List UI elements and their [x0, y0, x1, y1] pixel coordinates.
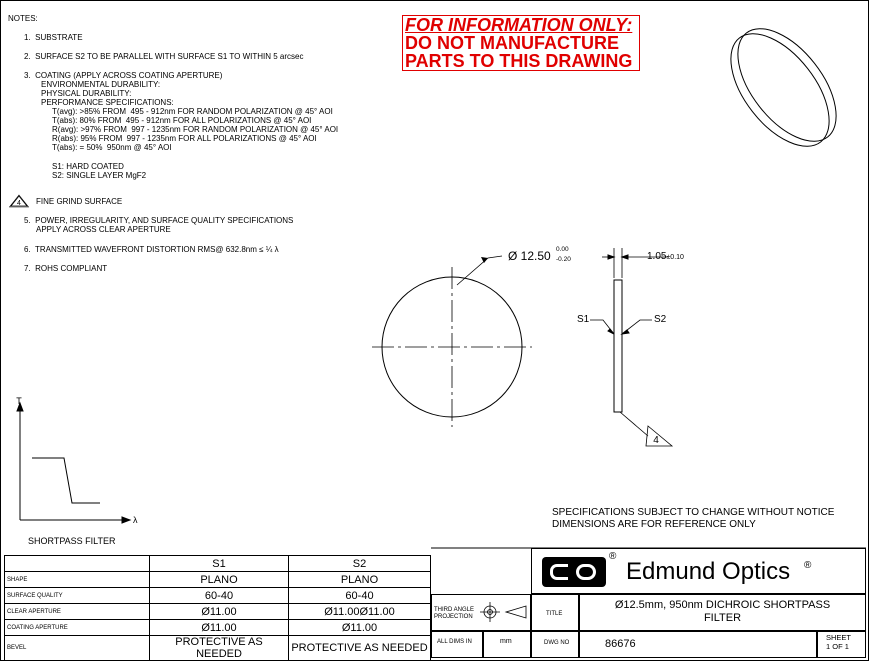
s2-cell: 60-40 — [289, 588, 431, 604]
spec-notice-line-1: SPECIFICATIONS SUBJECT TO CHANGE WITHOUT NOTICE — [552, 507, 835, 518]
note-3-spec-3: R(avg): >97% FROM 997 - 1235nm FOR RANDOM POLARIZATION @ 45° AOI — [52, 125, 339, 134]
title-value-cell — [579, 594, 866, 631]
svg-text:4: 4 — [17, 200, 21, 207]
s1-cell: 60-40 — [150, 588, 289, 604]
spec-notice-line-2: DIMENSIONS ARE FOR REFERENCE ONLY — [552, 519, 756, 530]
note-3-perf: PERFORMANCE SPECIFICATIONS: — [41, 98, 174, 107]
isometric-disc-view — [712, 11, 855, 163]
s2-cell: Ø11.00 — [289, 620, 431, 636]
side-view-flag-number: 4 — [653, 435, 659, 446]
notes-title: NOTES: — [8, 14, 38, 23]
s2-cell: PROTECTIVE AS NEEDED — [289, 636, 431, 661]
sheet-label: SHEET — [826, 633, 852, 642]
dims-label-cell — [431, 631, 483, 658]
note-4: FINE GRIND SURFACE — [36, 197, 123, 206]
table-header-cell: S1 — [150, 556, 289, 572]
note-3-spec-4: R(abs): 95% FROM 997 - 1235nm FOR ALL POLARIZATIONS @ 45° AOI — [52, 134, 317, 143]
note-3: 3. COATING (APPLY ACROSS COATING APERTURE) — [24, 71, 223, 80]
logo-registered-mark: ® — [609, 551, 617, 562]
note-3-spec-1: T(avg): >85% FROM 495 - 912nm FOR RANDOM POLARIZATION @ 45° AOI — [52, 107, 333, 116]
title-line-1: Ø12.5mm, 950nm DICHROIC SHORTPASS — [614, 599, 831, 611]
thickness-value: 1.05 — [647, 251, 667, 262]
note-3-env: ENVIRONMENTAL DURABILITY: — [41, 80, 161, 89]
warning-line-1: FOR INFORMATION ONLY: — [405, 15, 633, 35]
warning-line-3: PARTS TO THIS DRAWING — [405, 51, 633, 71]
projection-label-2: PROJECTION — [434, 614, 473, 620]
company-registered-mark: ® — [804, 560, 812, 571]
table-row — [5, 604, 431, 620]
row-label: SHAPE — [5, 572, 150, 588]
thickness-dimension — [647, 251, 684, 262]
surface-table — [4, 555, 431, 661]
note-3-s1: S1: HARD COATED — [52, 162, 124, 171]
table-header-row — [5, 556, 431, 572]
row-label: SURFACE QUALITY — [5, 588, 150, 604]
s1-label: S1 — [577, 314, 590, 325]
spec-notice — [552, 507, 834, 531]
row-label: CLEAR APERTURE — [5, 604, 150, 620]
s2-label: S2 — [654, 314, 667, 325]
diameter-tol-upper: 0.00 — [556, 246, 569, 253]
table-header-cell: S2 — [289, 556, 431, 572]
title-block — [431, 548, 866, 658]
sheet-value: 1 OF 1 — [826, 642, 849, 651]
note-6: 6. TRANSMITTED WAVEFRONT DISTORTION RMS@ 632.8nm ≤ ¼ λ — [24, 245, 279, 254]
company-cell — [531, 548, 866, 594]
shortpass-graph — [17, 403, 130, 523]
table-header-cell — [5, 556, 150, 572]
diameter-tol-lower: -0.20 — [556, 256, 571, 263]
note-3-spec-5: T(abs): = 50% 950nm @ 45° AOI — [52, 143, 172, 152]
dwg-number: 86676 — [605, 638, 636, 650]
s1-cell: PROTECTIVE AS NEEDED — [150, 636, 289, 661]
title-label: TITLE — [546, 611, 563, 617]
dims-unit: mm — [500, 638, 512, 645]
warning-line-2: DO NOT MANUFACTURE — [405, 33, 619, 53]
table-row — [5, 588, 431, 604]
note-3-s2: S2: SINGLE LAYER MgF2 — [52, 171, 147, 180]
projection-cell — [431, 594, 531, 631]
s2-cell: Ø11.00Ø11.00 — [289, 604, 431, 620]
dwg-label-cell — [531, 631, 579, 658]
s1-cell: Ø11.00 — [150, 620, 289, 636]
dwg-label: DWG NO — [544, 640, 570, 646]
side-view — [590, 248, 672, 446]
row-label: BEVEL — [5, 636, 150, 661]
company-name: Edmund Optics — [626, 558, 791, 585]
note-5-cont: APPLY ACROSS CLEAR APERTURE — [36, 225, 171, 234]
s2-cell: PLANO — [289, 572, 431, 588]
table-row — [5, 636, 431, 661]
note-4-flag — [10, 195, 29, 207]
graph-caption: SHORTPASS FILTER — [28, 536, 116, 546]
projection-label-1: THIRD ANGLE — [434, 607, 475, 613]
row-label: COATING APERTURE — [5, 620, 150, 636]
graph-y-label: T — [16, 396, 22, 406]
s1-cell: PLANO — [150, 572, 289, 588]
note-5: 5. POWER, IRREGULARITY, AND SURFACE QUALITY SPECIFICATIONS — [24, 216, 294, 225]
diameter-dimension: Ø 12.50 — [508, 249, 551, 263]
s1-cell: Ø11.00 — [150, 604, 289, 620]
note-1: 1. SUBSTRATE — [24, 33, 83, 42]
table-row — [5, 572, 431, 588]
note-2: 2. SURFACE S2 TO BE PARALLEL WITH SURFACE S1 TO WITHIN 5 arcsec — [24, 52, 304, 61]
dwg-number-cell — [579, 631, 817, 658]
edmund-logo-icon — [542, 557, 606, 587]
title-line-2: FILTER — [703, 612, 742, 624]
thickness-tol: ±0.10 — [666, 254, 684, 261]
table-row — [5, 620, 431, 636]
note-7: 7. ROHS COMPLIANT — [24, 264, 108, 273]
graph-x-label: λ — [133, 515, 138, 525]
dims-label: ALL DIMS IN — [437, 639, 472, 645]
front-view — [372, 256, 532, 427]
note-3-phys: PHYSICAL DURABILITY: — [41, 89, 132, 98]
dims-unit-cell — [483, 631, 531, 658]
sheet-cell — [817, 631, 866, 658]
title-label-cell — [531, 594, 579, 631]
note-3-spec-2: T(abs): 80% FROM 495 - 912nm FOR ALL POLARIZATIONS @ 45° AOI — [52, 116, 312, 125]
